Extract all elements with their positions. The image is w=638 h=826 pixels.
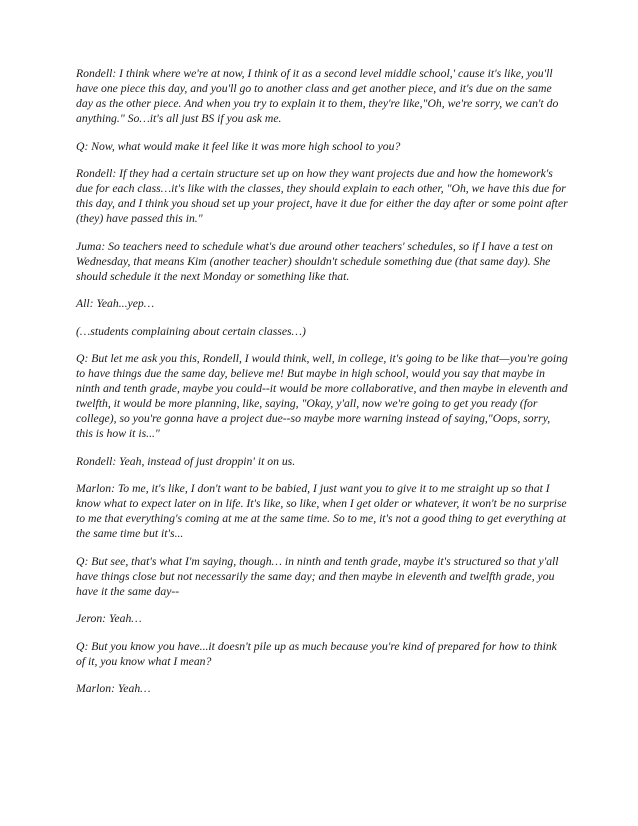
paragraph-juma-1: Juma: So teachers need to schedule what's due around other teachers' schedules, so if I have a test on Wednesday, that means Kim (another teacher) shouldn't schedule something due (that same day). She should schedule it the next Monday or something like that. [76, 239, 553, 283]
paragraph-jeron-1: Jeron: Yeah… [76, 612, 142, 625]
paragraph-q-2: Q: But let me ask you this, Rondell, I would think, well, in college, it's going to be like that—you're going to have things due the same day, believe me! But maybe in high school, would you say that maybe in ninth and tenth grade, maybe you could--it would be more collaborative, and then maybe in eleventh and twelfth, it would be more planning, like, saying, "Okay, y'all, now we're going to get you ready (for college), so you're gonna have a project due--so maybe more warning instead of saying,"Oops, sorry, this is how it is..." [76, 352, 568, 440]
paragraph-marlon-2: Marlon: Yeah… [76, 682, 151, 695]
paragraph-q-4: Q: But you know you have...it doesn't pile up as much because you're kind of prepared for how to think of it, you know what I mean? [76, 639, 557, 668]
paragraph-rondell-2: Rondell: If they had a certain structure set up on how they want projects due and how the homework's due for each class…it's like with the classes, they should explain to each other, "Oh, we have this due for this day, and I think you shoud set up your project, have it due for either the day after or some point after (they) have passed this in." [76, 167, 568, 225]
paragraph-rondell-3: Rondell: Yeah, instead of just droppin' it on us. [76, 454, 296, 468]
paragraph-stage-note: (…students complaining about certain classes…) [76, 324, 306, 338]
paragraph-marlon-1: Marlon: To me, it's like, I don't want to be babied, I just want you to give it to me straight up so that I know what to expect later on in life. It's like, so like, when I get older or whatever, it won't be no surprise to me that everything's coming at me at the same time. So to me, it's not a good thing to get everything at the same time but it's... [76, 482, 567, 540]
paragraph-rondell-1: Rondell: I think where we're at now, I think of it as a second level middle school,' cause it's like, you'll have one piece this day, and you'll go to another class and get another piece, and it's due on the same day as the other piece. And when you try to explain it to them, they're like,"Oh, we're sorry, we can't do anything." So…it's all just BS if you ask me. [76, 67, 559, 125]
paragraph-q-1: Q: Now, what would make it feel like it was more high school to you? [76, 139, 401, 153]
transcript-body [76, 66, 568, 709]
paragraph-q-3: Q: But see, that's what I'm saying, though… in ninth and tenth grade, maybe it's structured so that y'all have things close but not necessarily the same day; and then maybe in eleventh and twelfth grade, you have it the same day-- [76, 554, 559, 598]
paragraph-all-1: All: Yeah...yep… [76, 297, 155, 310]
